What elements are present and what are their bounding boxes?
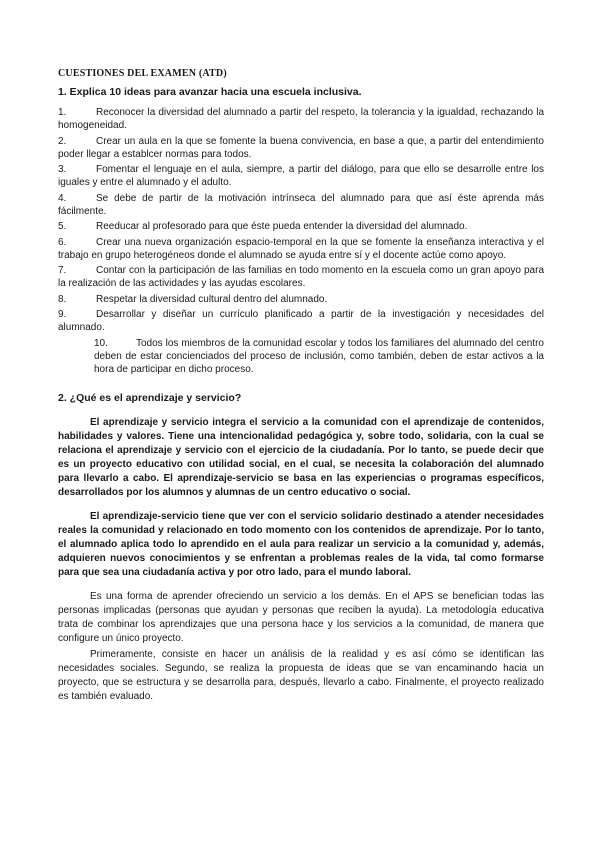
list-item: [58, 293, 544, 306]
list-item-text: Respetar la diversidad cultural dentro del alumnado.: [96, 293, 328, 305]
list-item: [58, 220, 544, 233]
list-item-text: Contar con la participación de las familias en todo momento en la escuela como un gran apoyo para la realización de las actividades y las ayudas escolares.: [58, 265, 544, 289]
list-item: [58, 236, 544, 262]
list-item: [58, 264, 544, 290]
paragraph: Primeramente, consiste en hacer un análisis de la realidad y es así cómo se identifican las necesidades sociales. Segundo, se realiza la propuesta de ideas que se van encaminando hacia un proyecto, que se estructura y se desarrolla para, después, llevarlo a cabo. Finalmente, el proyecto realizado es también evaluado.: [58, 648, 544, 702]
list-item-number: 9.: [58, 309, 67, 320]
list-item: [58, 135, 544, 161]
list-item-number: 7.: [58, 265, 67, 276]
list-item-number: 5.: [58, 221, 67, 232]
list-item: [94, 337, 544, 376]
list-item-number: 3.: [58, 164, 67, 175]
question-2-heading: 2. ¿Qué es el aprendizaje y servicio?: [58, 391, 242, 404]
document-title: CUESTIONES DEL EXAMEN (ATD): [58, 68, 227, 79]
paragraph: El aprendizaje-servicio tiene que ver con el servicio solidario destinado a atender necesidades reales la comunidad y relacionado en todo momento con los contenidos de aprendizaje. Por lo tanto, el alumnado aplica todo lo aprendido en el aula para realizar un servicio a la comunidad y, además, adquieren nuevos conocimientos y se enfrentan a problemas reales de la vida, tal como formarse para que sea una ciudadanía activa y por otro lado, para el mundo laboral.: [58, 510, 544, 578]
paragraph: Es una forma de aprender ofreciendo un servicio a los demás. En el APS se benefician todas las personas implicadas (personas que ayudan y personas que reciben la ayuda). La metodología educativa trata de combinar los aprendizajes que una persona hace y los servicios a la comunidad, de manera que configure un único proyecto.: [58, 590, 544, 644]
list-item: [58, 308, 544, 334]
list-item-number: 4.: [58, 192, 67, 204]
list-item-number: 10.: [94, 337, 108, 349]
list-item-text: Reconocer la diversidad del alumnado a partir del respeto, la tolerancia y la igualdad, rechazando la homogeneidad.: [58, 107, 544, 131]
list-item-text: Crear una nueva organización espacio-temporal en la que se fomente la enseñanza interactiva y el trabajo en grupo heterogéneos donde el alumnado se ayuda entre sí y el docente actúe como apoyo.: [58, 236, 544, 261]
list-item-text: Todos los miembros de la comunidad escolar y todos los familiares del alumnado del centro deben de estar concienciados del proceso de inclusión, como también, deben de estar activos a la hora de participar en dicho proceso.: [94, 337, 544, 375]
list-item-number: 1.: [58, 107, 67, 118]
list-item-text: Reeducar al profesorado para que éste pueda entender la diversidad del alumnado.: [96, 221, 468, 232]
question-1-heading: 1. Explica 10 ideas para avanzar hacia una escuela inclusiva.: [58, 86, 362, 98]
list-item: [58, 106, 544, 132]
list-item-text: Se debe de partir de la motivación intrínseca del alumnado para que así éste aprenda más fácilmente.: [58, 192, 544, 217]
list-item-number: 8.: [58, 293, 67, 305]
list-item-number: 2.: [58, 135, 67, 147]
list-item: [58, 192, 544, 218]
list-item-text: Crear un aula en la que se fomente la buena convivencia, en base a que, a partir del entendimiento poder llegar a establcer normas para todos.: [58, 135, 544, 160]
list-item-number: 6.: [58, 236, 67, 248]
list-item-text: Fomentar el lenguaje en el aula, siempre, a partir del diálogo, para que ello se desarrolle entre los iguales y entre el alumnado y el adulto.: [58, 164, 544, 188]
list-item: [58, 163, 544, 189]
paragraph: El aprendizaje y servicio integra el servicio a la comunidad con el aprendizaje de contenidos, habilidades y valores. Tiene una intencionalidad pedagógica y, sobre todo, solidaria, con la cual se relaciona el aprendizaje y servicio con el ejercicio de la ciudadanía. Por lo tanto, se puede decir que es un proyecto educativo con utilidad social, en el cual, se necesita la colaboración del alumnado para llevarlo a cabo. El aprendizaje-servicio se basa en las experiencias o programas específicos, desarrollados por los alumnos y alumnas de un centro educativo o social.: [58, 416, 544, 498]
ideas-list: [58, 106, 544, 376]
list-item-text: Desarrollar y diseñar un currículo planificado a partir de la investigación y necesidades del alumnado.: [58, 309, 544, 333]
